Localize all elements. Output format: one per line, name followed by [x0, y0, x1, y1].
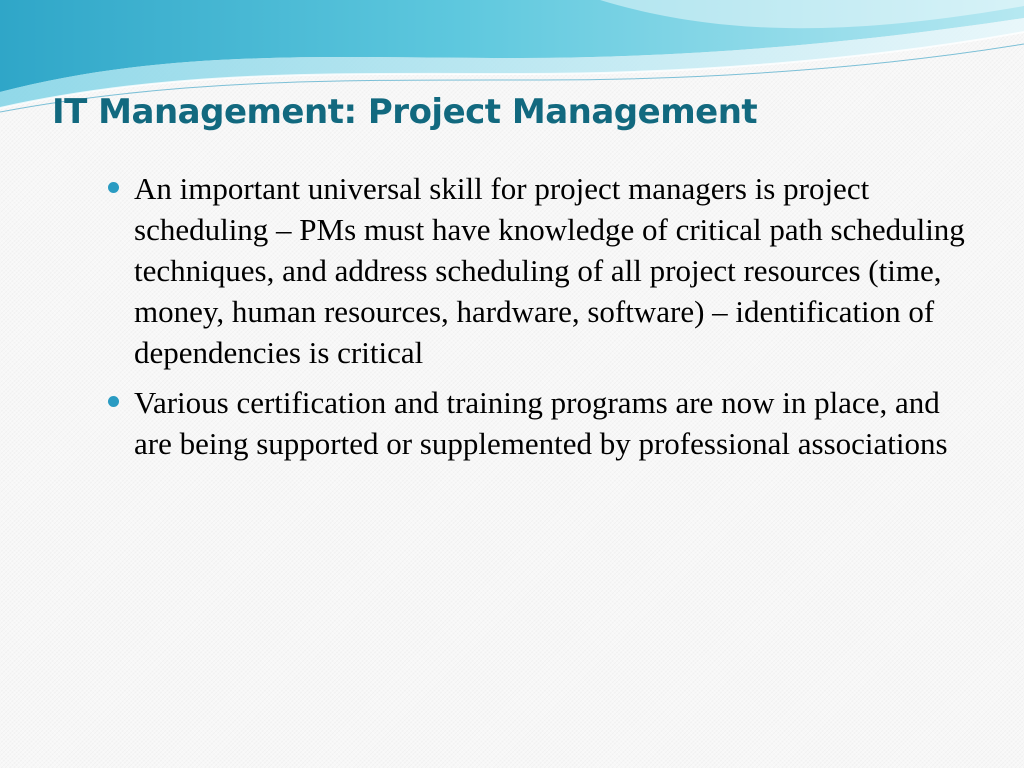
slide-title: IT Management: Project Management [52, 92, 758, 132]
bullet-list [104, 168, 974, 473]
bullet-item [104, 168, 974, 373]
bullet-dot-icon [108, 182, 119, 193]
bullet-item [104, 382, 974, 464]
bullet-text: Various certification and training programs are now in place, and are being supported or supplemented by professional associations [134, 385, 948, 461]
bullet-dot-icon [108, 396, 119, 407]
bullet-text: An important universal skill for project managers is project scheduling – PMs must have knowledge of critical path scheduling techniques, and address scheduling of all project resources (time, money, human resources, hardware, software) – identification of dependencies is critical [134, 171, 965, 370]
